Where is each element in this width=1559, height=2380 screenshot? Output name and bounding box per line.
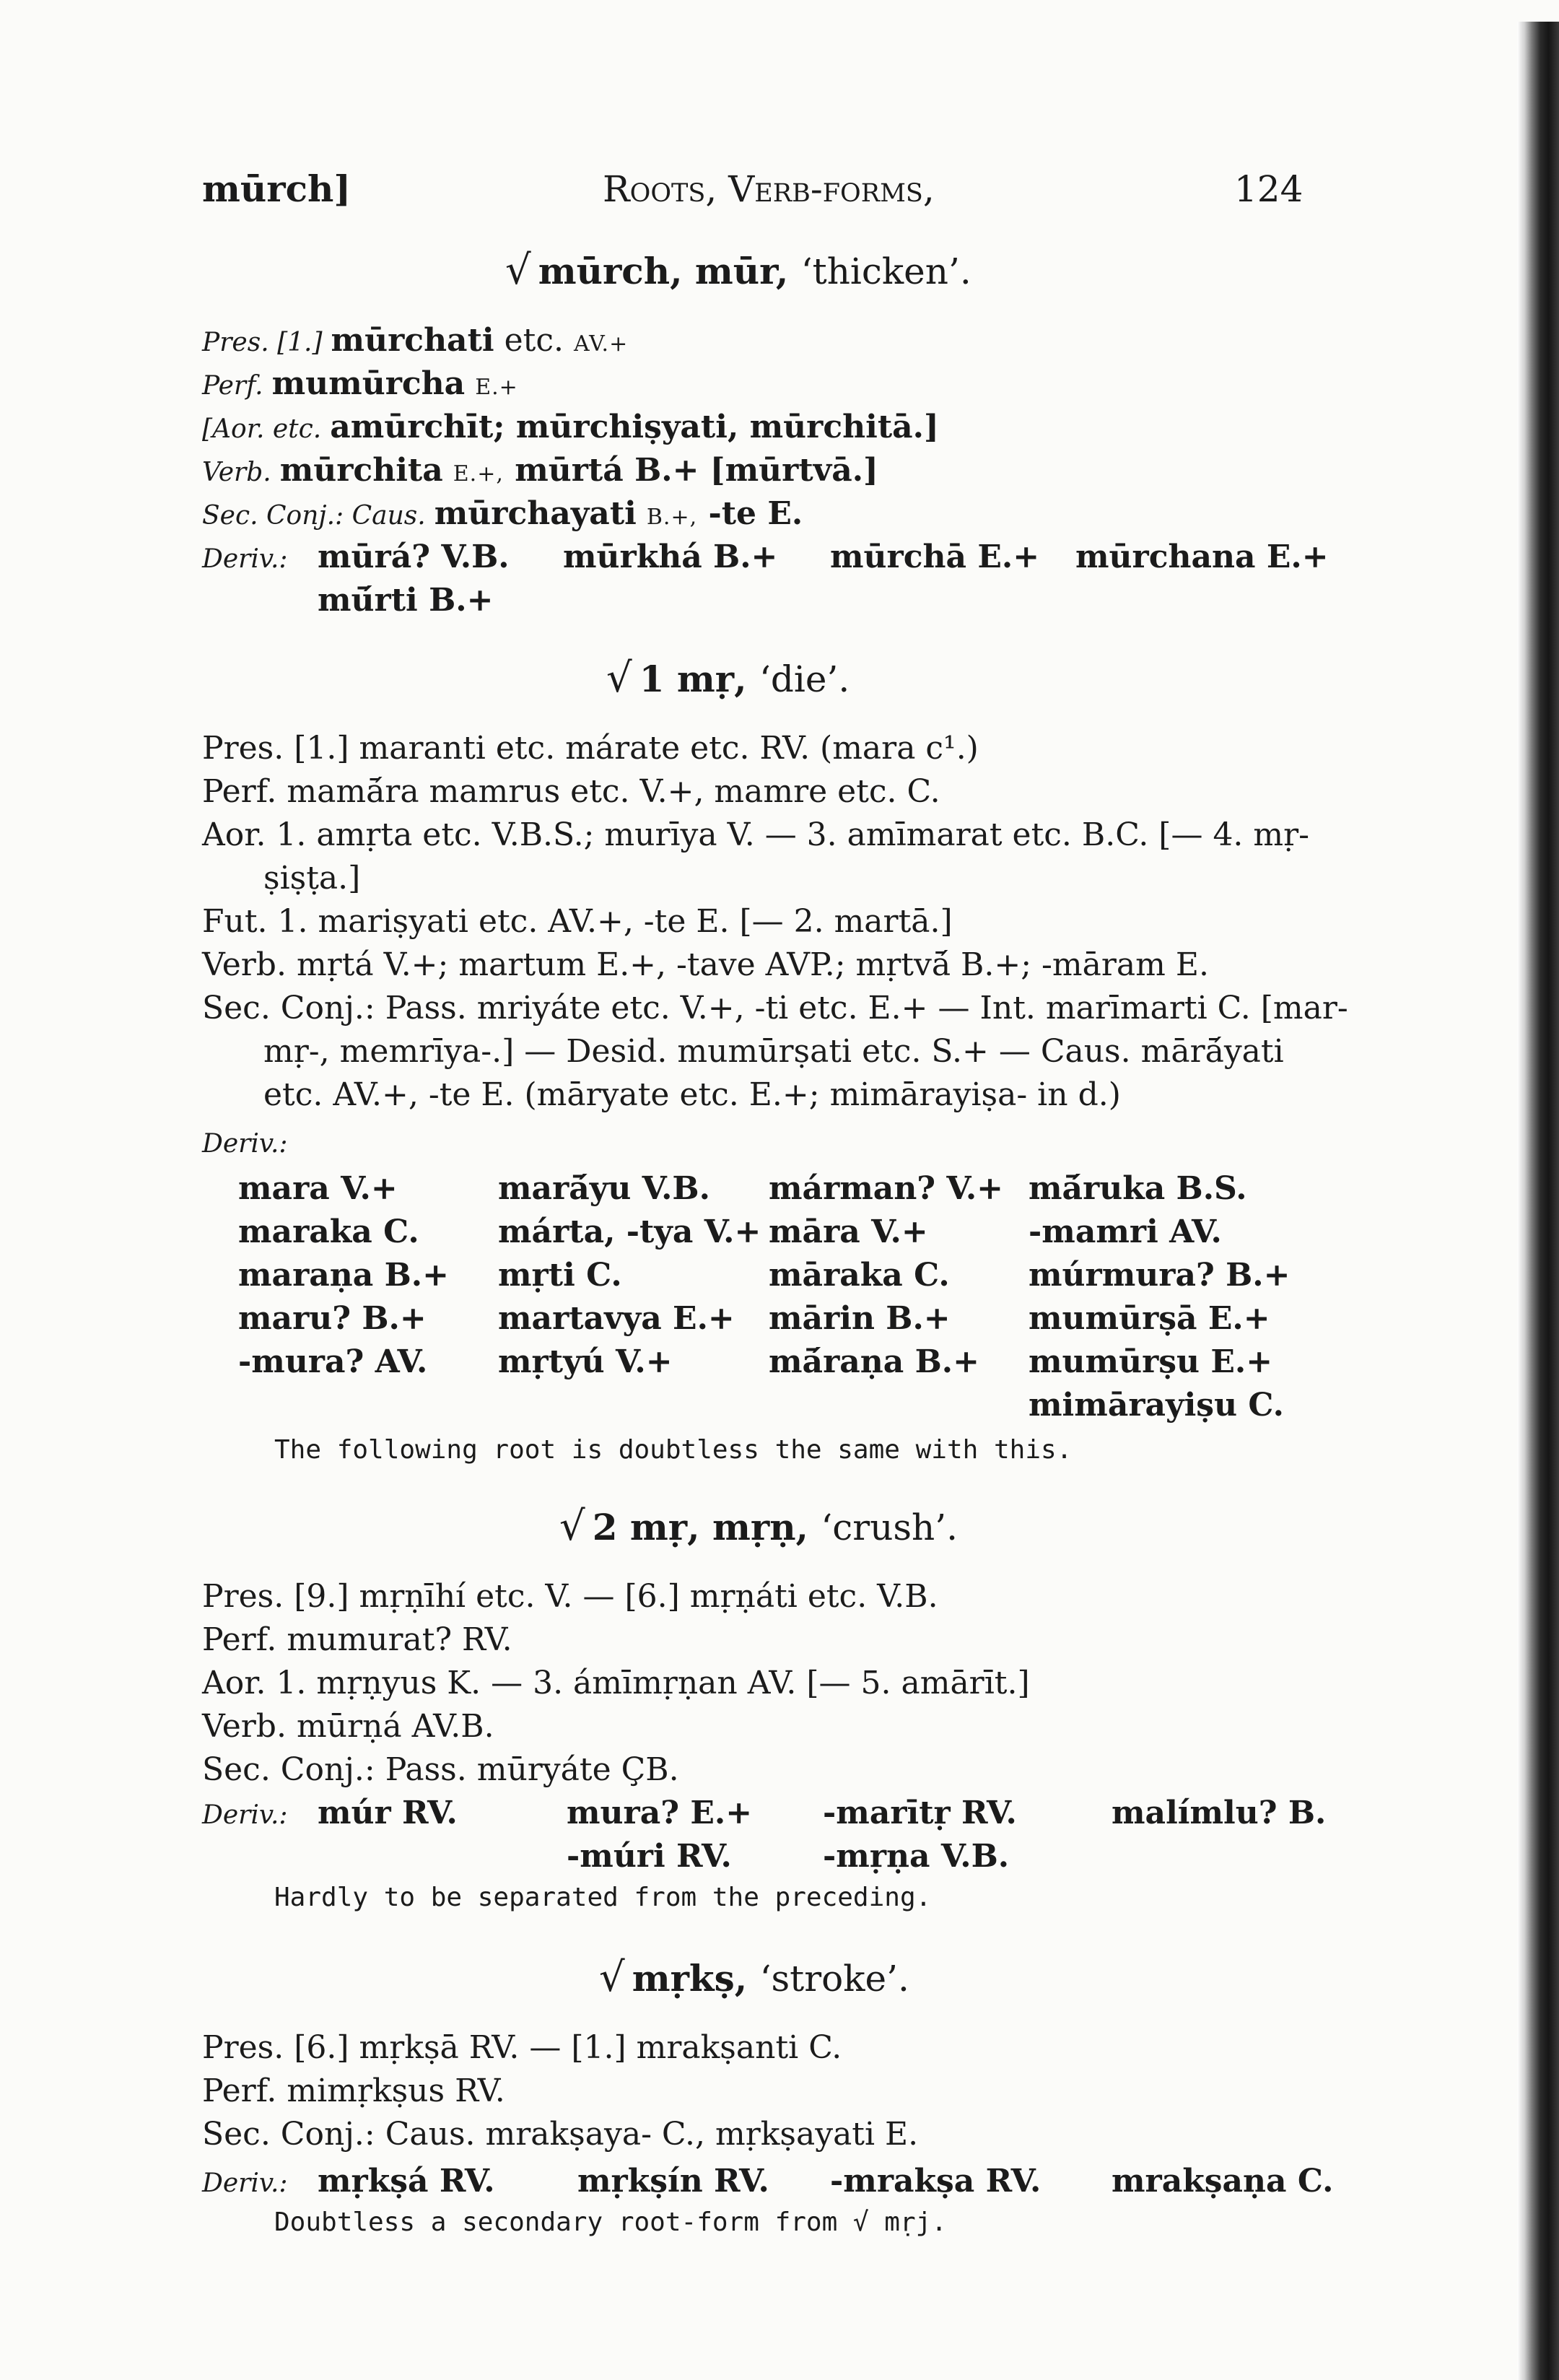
- entry-line: Pres. [1.] maranti etc. márate etc. RV. (mara c¹.): [202, 730, 979, 767]
- entry-form: mūrchita: [279, 452, 443, 489]
- entry-line: [202, 365, 518, 407]
- running-head-title-text: Roots, Verb-forms,: [603, 168, 935, 210]
- section-heading-2-mr: [559, 1505, 958, 1549]
- page-number: 124: [1234, 168, 1303, 210]
- entry-line: Sec. Conj.: Pass. mūryáte ÇB.: [202, 1751, 679, 1788]
- deriv-item: -mamri AV.: [1029, 1213, 1222, 1250]
- entry-line: mṛ-, memrīya-.] — Desid. mumūrṣati etc. S.+ — Caus. mārā́yati: [263, 1033, 1284, 1070]
- entry-line: Sec. Conj.: Caus. mrakṣaya- C., mṛkṣayati E.: [202, 2116, 919, 2153]
- deriv-item: mū́rti B.+: [318, 582, 494, 619]
- entry-line: Perf. mimṛkṣus RV.: [202, 2072, 505, 2109]
- entry-etc: etc.: [494, 322, 574, 359]
- entry-line: Verb. mṛtá V.+; martum E.+, -tave AVP.; mṛtvā́ B.+; -māram E.: [202, 946, 1209, 983]
- entry-source: E.+: [475, 375, 518, 400]
- entry-label: Perf.: [202, 371, 263, 401]
- deriv-item: -mura? AV.: [238, 1343, 428, 1380]
- root-sign-icon: √: [606, 655, 632, 702]
- deriv-item: mura? E.+: [567, 1795, 753, 1831]
- deriv-item: márman? V.+: [769, 1170, 1004, 1207]
- deriv-item: māraka C.: [769, 1257, 950, 1294]
- entry-line: Aor. 1. amṛta etc. V.B.S.; murīya V. — 3. amīmarat etc. B.C. [— 4. mṛ-: [202, 816, 1310, 853]
- deriv-item: múr RV.: [318, 1795, 458, 1831]
- section-heading-1-mr: [606, 657, 850, 701]
- deriv-label: [202, 1794, 297, 1835]
- deriv-label: [202, 2162, 297, 2203]
- deriv-item: mara V.+: [238, 1170, 398, 1207]
- entry-form: mūrchati: [331, 322, 494, 359]
- deriv-item: mrakṣaṇa C.: [1112, 2163, 1334, 2200]
- deriv-item: maraka C.: [238, 1213, 419, 1250]
- deriv-item: múrmura? B.+: [1029, 1257, 1291, 1294]
- root-sign-icon: √: [505, 247, 531, 294]
- root-gloss: ‘crush’.: [821, 1507, 958, 1548]
- section-heading-murch: [505, 249, 971, 293]
- root-sign-icon: √: [559, 1503, 585, 1550]
- deriv-item: -múri RV.: [567, 1838, 732, 1875]
- deriv-item: mā́raṇa B.+: [769, 1343, 979, 1380]
- entry-label: [Aor. etc.: [202, 414, 322, 444]
- deriv-item: mumūrṣu E.+: [1029, 1343, 1273, 1380]
- page-edge-shadow: [1517, 22, 1559, 2380]
- root-name: mṛkṣ,: [632, 1957, 748, 2000]
- entry-form-extra: mūrtá B.+ [mūrtvā.]: [503, 452, 878, 489]
- deriv-label-text: Deriv.:: [202, 1129, 288, 1159]
- entry-form-extra: -te E.: [697, 495, 803, 532]
- entry-label: Sec. Conj.: Caus.: [202, 501, 426, 531]
- deriv-label-text: Deriv.:: [202, 544, 288, 574]
- entry-form: mumūrcha: [271, 365, 466, 402]
- entry-line: Aor. 1. mṛṇyus K. — 3. ámīmṛṇan AV. [— 5. amārīt.]: [202, 1665, 1030, 1701]
- entry-line: etc. AV.+, -te E. (māryate etc. E.+; mimārayiṣa- in d.): [263, 1076, 1121, 1113]
- entry-space: [637, 495, 647, 532]
- deriv-item: mṛti C.: [498, 1257, 622, 1294]
- section-note: The following root is doubtless the same with this.: [274, 1435, 1073, 1465]
- entry-line: ṣiṣṭa.]: [263, 860, 361, 897]
- running-head-root: mūrch]: [202, 167, 351, 210]
- entry-source: AV.+: [573, 331, 629, 357]
- entry-space: [443, 452, 453, 489]
- deriv-item: mumūrṣā E.+: [1029, 1300, 1270, 1337]
- entry-source: B.+,: [646, 505, 698, 530]
- entry-form: mūrchayati: [434, 495, 637, 532]
- root-name: 1 mṛ,: [639, 658, 747, 700]
- deriv-item: māra V.+: [769, 1213, 928, 1250]
- entry-form: amūrchīt; mūrchiṣyati, mūrchitā.]: [330, 409, 939, 445]
- entry-line: Perf. mamā́ra mamrus etc. V.+, mamre etc. C.: [202, 773, 940, 810]
- deriv-item: mṛtyú V.+: [498, 1343, 673, 1380]
- section-note: Hardly to be separated from the preceding.: [274, 1883, 932, 1912]
- deriv-item: mūrchā E.+: [830, 539, 1040, 575]
- root-name: 2 mṛ, mṛṇ,: [592, 1506, 808, 1548]
- entry-line: Verb. mūrṇá AV.B.: [202, 1708, 494, 1745]
- entry-source: E.+,: [453, 461, 504, 487]
- deriv-item: martavya E.+: [498, 1300, 735, 1337]
- deriv-item: maru? B.+: [238, 1300, 427, 1337]
- entry-line: [202, 494, 803, 537]
- deriv-label-text: Deriv.:: [202, 2168, 288, 2198]
- deriv-label: [202, 538, 297, 579]
- deriv-label-text: Deriv.:: [202, 1800, 288, 1830]
- deriv-item: mimārayiṣu C.: [1029, 1387, 1284, 1424]
- deriv-item: marā́yu V.B.: [498, 1170, 710, 1207]
- running-head-title: [603, 167, 935, 211]
- entry-line: [202, 451, 878, 494]
- deriv-label: [202, 1123, 297, 1164]
- entry-label: Pres. [1.]: [202, 328, 323, 357]
- entry-line: Perf. mumurat? RV.: [202, 1621, 512, 1658]
- entry-line: Pres. [9.] mṛṇīhí etc. V. — [6.] mṛṇáti etc. V.B.: [202, 1578, 938, 1615]
- deriv-item: -marītṛ RV.: [823, 1795, 1017, 1831]
- entry-line: [202, 408, 939, 449]
- entry-line: Sec. Conj.: Pass. mriyáte etc. V.+, -ti etc. E.+ — Int. marīmarti C. [mar-: [202, 990, 1348, 1026]
- entry-line: Pres. [6.] mṛkṣā RV. — [1.] mrakṣanti C.: [202, 2029, 842, 2066]
- deriv-item: mūrá? V.B.: [318, 539, 510, 575]
- entry-line: Fut. 1. mariṣyati etc. AV.+, -te E. [— 2. martā.]: [202, 903, 953, 940]
- section-note: Doubtless a secondary root-form from √ mṛj.: [274, 2207, 947, 2237]
- root-gloss: ‘stroke’.: [759, 1958, 909, 2000]
- deriv-item: márta, -tya V.+: [498, 1213, 761, 1250]
- deriv-item: mṛkṣá RV.: [318, 2163, 495, 2200]
- root-name: mūrch, mūr,: [538, 250, 789, 292]
- deriv-item: mūrkhá B.+: [563, 539, 778, 575]
- deriv-item: mā́ruka B.S.: [1029, 1170, 1247, 1207]
- root-gloss: ‘thicken’.: [800, 250, 971, 292]
- deriv-item: mṛkṣín RV.: [577, 2163, 769, 2200]
- entry-space: [465, 365, 475, 402]
- deriv-item: -mṛṇa V.B.: [823, 1838, 1010, 1875]
- entry-label: Verb.: [202, 458, 271, 487]
- deriv-item: malímlu? B.: [1112, 1795, 1327, 1831]
- deriv-item: -mrakṣa RV.: [830, 2163, 1041, 2200]
- deriv-item: mārin B.+: [769, 1300, 951, 1337]
- deriv-item: mūrchana E.+: [1075, 539, 1329, 575]
- entry-line: [202, 321, 628, 364]
- deriv-item: maraṇa B.+: [238, 1257, 449, 1294]
- root-sign-icon: √: [599, 1954, 625, 2001]
- root-gloss: ‘die’.: [759, 658, 850, 700]
- section-heading-mrks: [599, 1956, 909, 2000]
